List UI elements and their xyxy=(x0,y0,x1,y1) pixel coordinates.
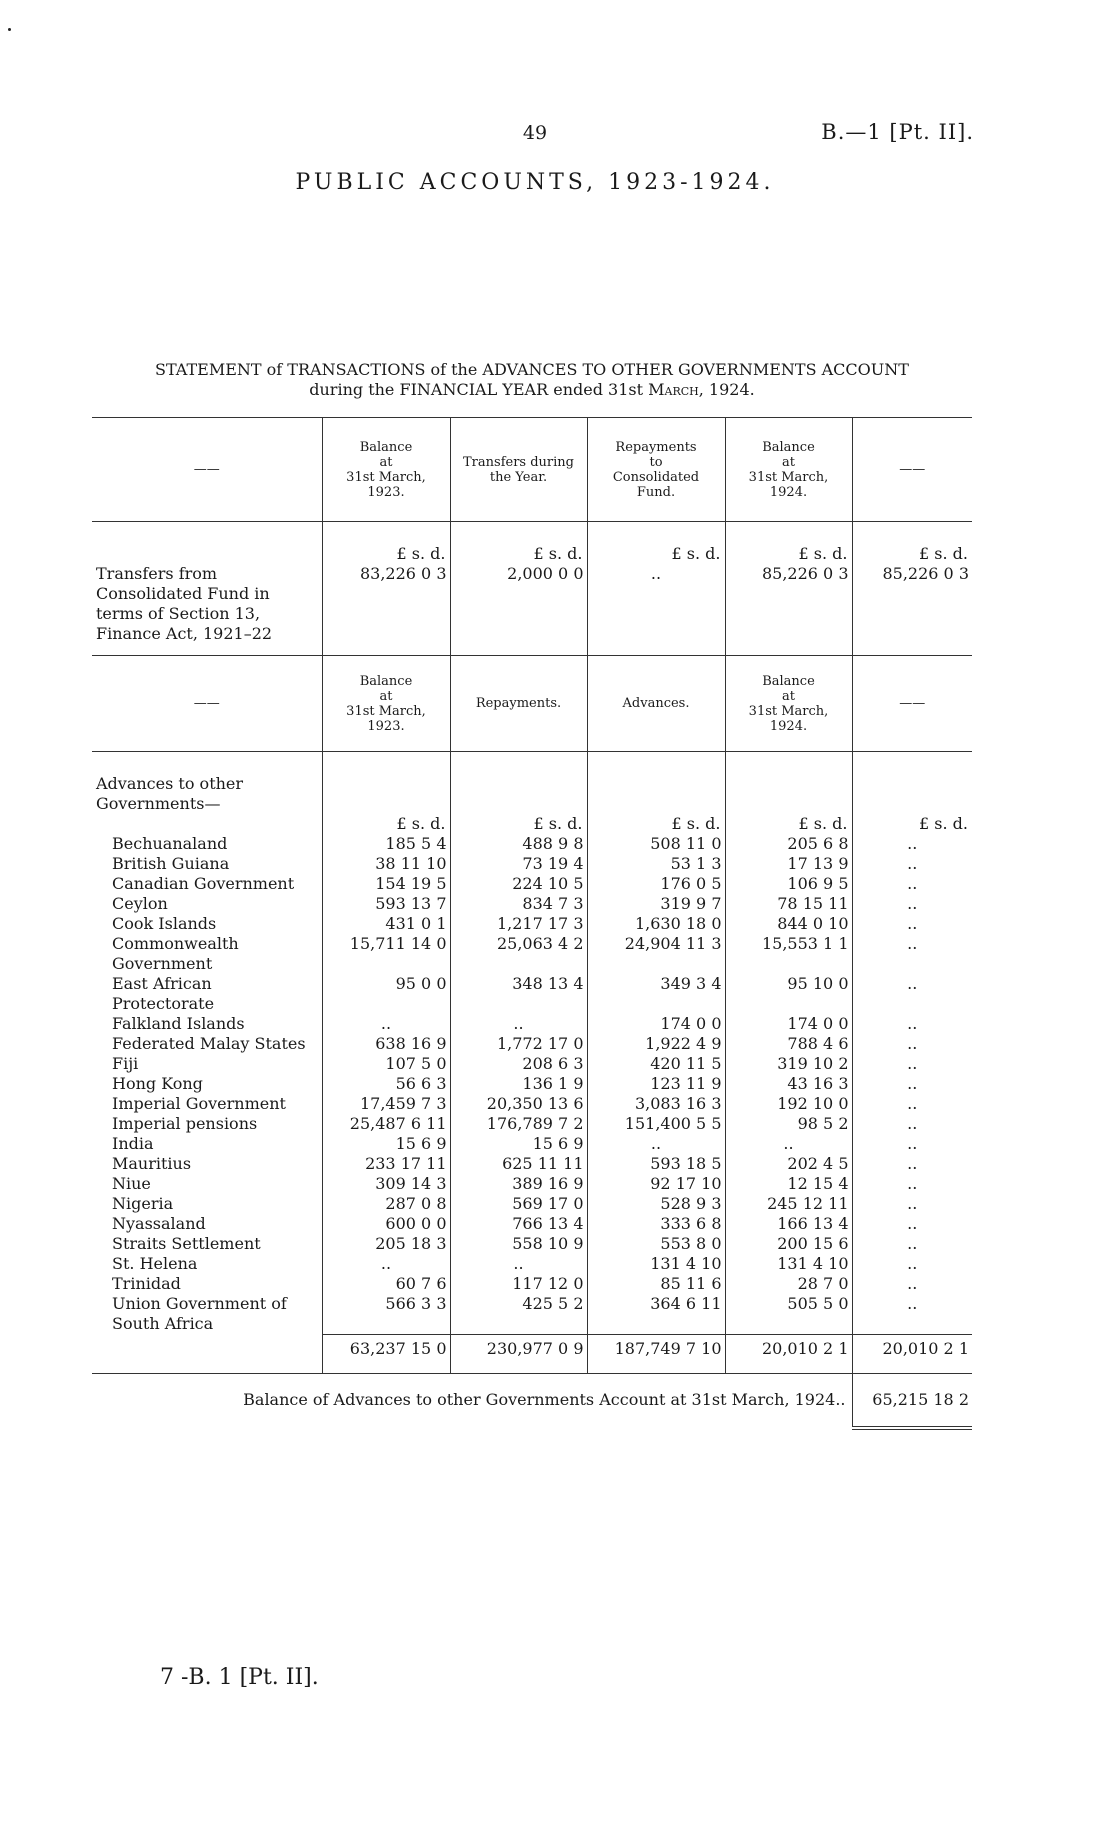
balance-1924: 106 9 5 xyxy=(725,874,852,894)
repayments-amount: 1,772 17 0 xyxy=(450,1034,587,1054)
balance-1923: 25,487 6 11 xyxy=(322,1114,450,1134)
country-name: Straits Settlement xyxy=(92,1234,322,1254)
balance-1923: 638 16 9 xyxy=(322,1034,450,1054)
repayments-amount: 558 10 9 xyxy=(450,1234,587,1254)
balance-1924: 166 13 4 xyxy=(725,1214,852,1234)
balance-1924: 205 6 8 xyxy=(725,834,852,854)
advances-table xyxy=(92,655,972,1430)
group-label: Advances to other Governments— xyxy=(92,752,322,815)
advances-amount: 3,083 16 3 xyxy=(587,1094,725,1114)
country-name: Fiji xyxy=(92,1054,322,1074)
final-column: .. xyxy=(907,1154,918,1173)
balance-1924: 12 15 4 xyxy=(725,1174,852,1194)
country-name: Imperial pensions xyxy=(92,1114,322,1134)
final-column: .. xyxy=(907,874,918,893)
balance-1924: 788 4 6 xyxy=(725,1034,852,1054)
final-column: .. xyxy=(907,1114,918,1133)
balance-1923: 185 5 4 xyxy=(322,834,450,854)
country-name: Falkland Islands xyxy=(92,1014,322,1034)
advances-amount: 1,630 18 0 xyxy=(587,914,725,934)
balance-line-text: Balance of Advances to other Governments Account at 31st March, 1924.. xyxy=(92,1373,852,1428)
country-name: Imperial Government xyxy=(92,1094,322,1114)
page-title: PUBLIC ACCOUNTS, 1923-1924. xyxy=(295,170,775,195)
blank-header: —— xyxy=(899,462,926,477)
repayments-amount: 73 19 4 xyxy=(450,854,587,874)
table-row xyxy=(92,1094,972,1114)
balance-1924: 78 15 11 xyxy=(725,894,852,914)
total-advances: 187,749 7 10 xyxy=(587,1334,725,1373)
balance-1924: 15,553 1 1 xyxy=(725,934,852,974)
repayments-to-fund-header: Repayments to Consolidated Fund. xyxy=(587,418,725,522)
repayments-amount: 20,350 13 6 xyxy=(450,1094,587,1114)
balance-1924: 174 0 0 xyxy=(725,1014,852,1034)
repayments-amount: 136 1 9 xyxy=(450,1074,587,1094)
table-row xyxy=(92,1154,972,1174)
advances-amount: 319 9 7 xyxy=(587,894,725,914)
advances-amount: 176 0 5 xyxy=(587,874,725,894)
repayments-amount: 208 6 3 xyxy=(450,1054,587,1074)
balance-1923: 15 6 9 xyxy=(322,1134,450,1154)
final-column: .. xyxy=(907,1174,918,1193)
advances-amount: 508 11 0 xyxy=(587,834,725,854)
balance-line-amount: 65,215 18 2 xyxy=(852,1373,972,1428)
balance-1924-header: Balance at 31st March, 1924. xyxy=(725,656,852,752)
currency-row: £ s. d. £ s. d. £ s. d. £ s. d. £ s. d. xyxy=(92,814,972,834)
country-name: British Guiana xyxy=(92,854,322,874)
repayments-amount: 425 5 2 xyxy=(450,1294,587,1334)
transfers-row xyxy=(92,564,972,656)
final-column: .. xyxy=(907,854,918,873)
final-column: .. xyxy=(907,894,918,913)
repayments-to-fund: .. xyxy=(587,564,725,656)
table-row xyxy=(92,1214,972,1234)
country-name: Niue xyxy=(92,1174,322,1194)
advances-amount: 593 18 5 xyxy=(587,1154,725,1174)
balance-1923: 83,226 0 3 xyxy=(322,564,450,656)
advances-rows xyxy=(92,834,972,1334)
advances-amount: 123 11 9 xyxy=(587,1074,725,1094)
balance-1923: 107 5 0 xyxy=(322,1054,450,1074)
balance-1924: .. xyxy=(725,1134,852,1154)
table-row xyxy=(92,894,972,914)
advances-amount: 53 1 3 xyxy=(587,854,725,874)
transfers-header: Transfers during the Year. xyxy=(450,418,587,522)
country-name: Mauritius xyxy=(92,1154,322,1174)
country-name: Hong Kong xyxy=(92,1074,322,1094)
final-column: 85,226 0 3 xyxy=(882,564,969,583)
final-column: .. xyxy=(907,834,918,853)
currency-row: £ s. d. £ s. d. £ s. d. £ s. d. £ s. d. xyxy=(92,522,972,565)
balance-1924: 192 10 0 xyxy=(725,1094,852,1114)
balance-1924-header: Balance at 31st March, 1924. xyxy=(725,418,852,522)
balance-1923: 600 0 0 xyxy=(322,1214,450,1234)
balance-1924: 131 4 10 xyxy=(725,1254,852,1274)
table-row xyxy=(92,834,972,854)
repayments-amount: 224 10 5 xyxy=(450,874,587,894)
table-row xyxy=(92,974,972,1014)
table-row xyxy=(92,874,972,894)
table-row xyxy=(92,1234,972,1254)
balance-1924: 17 13 9 xyxy=(725,854,852,874)
final-column: .. xyxy=(907,1194,918,1213)
balance-1923: 309 14 3 xyxy=(322,1174,450,1194)
table-row xyxy=(92,1074,972,1094)
country-name: Nyassaland xyxy=(92,1214,322,1234)
repayments-amount: 569 17 0 xyxy=(450,1194,587,1214)
balance-1924: 85,226 0 3 xyxy=(725,564,852,656)
balance-1923: 205 18 3 xyxy=(322,1234,450,1254)
footer-reference: 7 -B. 1 [Pt. II]. xyxy=(160,1665,319,1690)
balance-1924: 98 5 2 xyxy=(725,1114,852,1134)
advances-amount: 420 11 5 xyxy=(587,1054,725,1074)
advances-amount: 333 6 8 xyxy=(587,1214,725,1234)
final-column: .. xyxy=(907,1034,918,1053)
table-row xyxy=(92,1014,972,1034)
page-number: 49 xyxy=(522,122,548,144)
country-name: Union Government of South Africa xyxy=(92,1294,322,1334)
table-row xyxy=(92,1274,972,1294)
table-row xyxy=(92,914,972,934)
advances-amount: 131 4 10 xyxy=(587,1254,725,1274)
repayments-amount: 25,063 4 2 xyxy=(450,934,587,974)
balance-1924: 245 12 11 xyxy=(725,1194,852,1214)
balance-1923: 60 7 6 xyxy=(322,1274,450,1294)
balance-1923: 593 13 7 xyxy=(322,894,450,914)
table-row xyxy=(92,1294,972,1334)
advances-amount: .. xyxy=(587,1134,725,1154)
balance-1924: 319 10 2 xyxy=(725,1054,852,1074)
final-column: .. xyxy=(907,914,918,933)
repayments-amount: 625 11 11 xyxy=(450,1154,587,1174)
advances-amount: 85 11 6 xyxy=(587,1274,725,1294)
balance-1923: 431 0 1 xyxy=(322,914,450,934)
advances-amount: 364 6 11 xyxy=(587,1294,725,1334)
balance-1924: 200 15 6 xyxy=(725,1234,852,1254)
balance-1923: 17,459 7 3 xyxy=(322,1094,450,1114)
repayments-amount: .. xyxy=(450,1014,587,1034)
balance-1923: 15,711 14 0 xyxy=(322,934,450,974)
repayments-amount: 389 16 9 xyxy=(450,1174,587,1194)
final-column: .. xyxy=(907,974,918,993)
final-column: .. xyxy=(907,1294,918,1313)
balance-1923: 233 17 11 xyxy=(322,1154,450,1174)
table-row xyxy=(92,1114,972,1134)
final-column: .. xyxy=(907,1234,918,1253)
table-row xyxy=(92,1034,972,1054)
country-name: Cook Islands xyxy=(92,914,322,934)
country-name: Trinidad xyxy=(92,1274,322,1294)
total-repayments: 230,977 0 9 xyxy=(450,1334,587,1373)
country-name: India xyxy=(92,1134,322,1154)
country-name: Canadian Government xyxy=(92,874,322,894)
total-balance-1923: 63,237 15 0 xyxy=(322,1334,450,1373)
final-column: .. xyxy=(907,1074,918,1093)
country-name: East African Protectorate xyxy=(92,974,322,1014)
advances-amount: 349 3 4 xyxy=(587,974,725,1014)
final-column: .. xyxy=(907,1014,918,1033)
table-row xyxy=(92,1054,972,1074)
country-name: Commonwealth Government xyxy=(92,934,322,974)
balance-1923: 95 0 0 xyxy=(322,974,450,1014)
advances-header: Advances. xyxy=(587,656,725,752)
final-column: .. xyxy=(907,1054,918,1073)
statement-line-2: during the FINANCIAL YEAR ended 31st March, 1924. xyxy=(309,380,755,399)
country-name: Ceylon xyxy=(92,894,322,914)
balance-1924: 95 10 0 xyxy=(725,974,852,1014)
table-row xyxy=(92,1254,972,1274)
balance-1923: .. xyxy=(322,1254,450,1274)
transfers-label: Transfers from Consolidated Fund in terms of Section 13, Finance Act, 1921–22 xyxy=(92,564,322,656)
total-final: 20,010 2 1 xyxy=(852,1334,972,1373)
statement-heading xyxy=(92,360,972,400)
balance-1924: 202 4 5 xyxy=(725,1154,852,1174)
country-name: Bechuanaland xyxy=(92,834,322,854)
repayments-amount: 766 13 4 xyxy=(450,1214,587,1234)
repayments-amount: 176,789 7 2 xyxy=(450,1114,587,1134)
final-column: .. xyxy=(907,934,918,953)
advances-amount: 553 8 0 xyxy=(587,1234,725,1254)
balance-1923: 566 3 3 xyxy=(322,1294,450,1334)
total-balance-1924: 20,010 2 1 xyxy=(725,1334,852,1373)
blank-header: —— xyxy=(92,418,322,522)
repayments-header: Repayments. xyxy=(450,656,587,752)
repayments-amount: 834 7 3 xyxy=(450,894,587,914)
blank-header: —— xyxy=(92,656,322,752)
balance-1923: .. xyxy=(322,1014,450,1034)
repayments-amount: 1,217 17 3 xyxy=(450,914,587,934)
repayments-amount: 117 12 0 xyxy=(450,1274,587,1294)
final-column: .. xyxy=(907,1214,918,1233)
country-name: St. Helena xyxy=(92,1254,322,1274)
balance-1924: 844 0 10 xyxy=(725,914,852,934)
table-row xyxy=(92,1194,972,1214)
balance-1924: 505 5 0 xyxy=(725,1294,852,1334)
repayments-amount: .. xyxy=(450,1254,587,1274)
blank-header: —— xyxy=(899,696,926,711)
table-row xyxy=(92,934,972,974)
country-name: Federated Malay States xyxy=(92,1034,322,1054)
balance-1923: 287 0 8 xyxy=(322,1194,450,1214)
advances-amount: 528 9 3 xyxy=(587,1194,725,1214)
balance-line-row xyxy=(92,1373,972,1428)
balance-1923-header: Balance at 31st March, 1923. xyxy=(322,418,450,522)
transfers-amount: 2,000 0 0 xyxy=(450,564,587,656)
table-row xyxy=(92,854,972,874)
balance-1924: 28 7 0 xyxy=(725,1274,852,1294)
table-row xyxy=(92,1134,972,1154)
repayments-amount: 348 13 4 xyxy=(450,974,587,1014)
balance-1923: 154 19 5 xyxy=(322,874,450,894)
final-column: .. xyxy=(907,1094,918,1113)
final-column: .. xyxy=(907,1274,918,1293)
repayments-amount: 488 9 8 xyxy=(450,834,587,854)
country-name: Nigeria xyxy=(92,1194,322,1214)
advances-amount: 174 0 0 xyxy=(587,1014,725,1034)
totals-row xyxy=(92,1334,972,1373)
repayments-amount: 15 6 9 xyxy=(450,1134,587,1154)
balance-1924: 43 16 3 xyxy=(725,1074,852,1094)
balance-1923: 56 6 3 xyxy=(322,1074,450,1094)
advances-amount: 92 17 10 xyxy=(587,1174,725,1194)
table-row xyxy=(92,1174,972,1194)
group-label-row xyxy=(92,752,972,815)
document-reference: B.—1 [Pt. II]. xyxy=(821,120,974,144)
speck-mark xyxy=(8,28,11,31)
balance-1923-header: Balance at 31st March, 1923. xyxy=(322,656,450,752)
advances-amount: 151,400 5 5 xyxy=(587,1114,725,1134)
advances-amount: 1,922 4 9 xyxy=(587,1034,725,1054)
final-column: .. xyxy=(907,1134,918,1153)
advances-amount: 24,904 11 3 xyxy=(587,934,725,974)
final-column: .. xyxy=(907,1254,918,1273)
transfers-table xyxy=(92,417,972,656)
transfers-header-row xyxy=(92,418,972,522)
statement-line-1: STATEMENT of TRANSACTIONS of the ADVANCES TO OTHER GOVERNMENTS ACCOUNT xyxy=(155,360,909,379)
advances-header-row xyxy=(92,656,972,752)
balance-1923: 38 11 10 xyxy=(322,854,450,874)
